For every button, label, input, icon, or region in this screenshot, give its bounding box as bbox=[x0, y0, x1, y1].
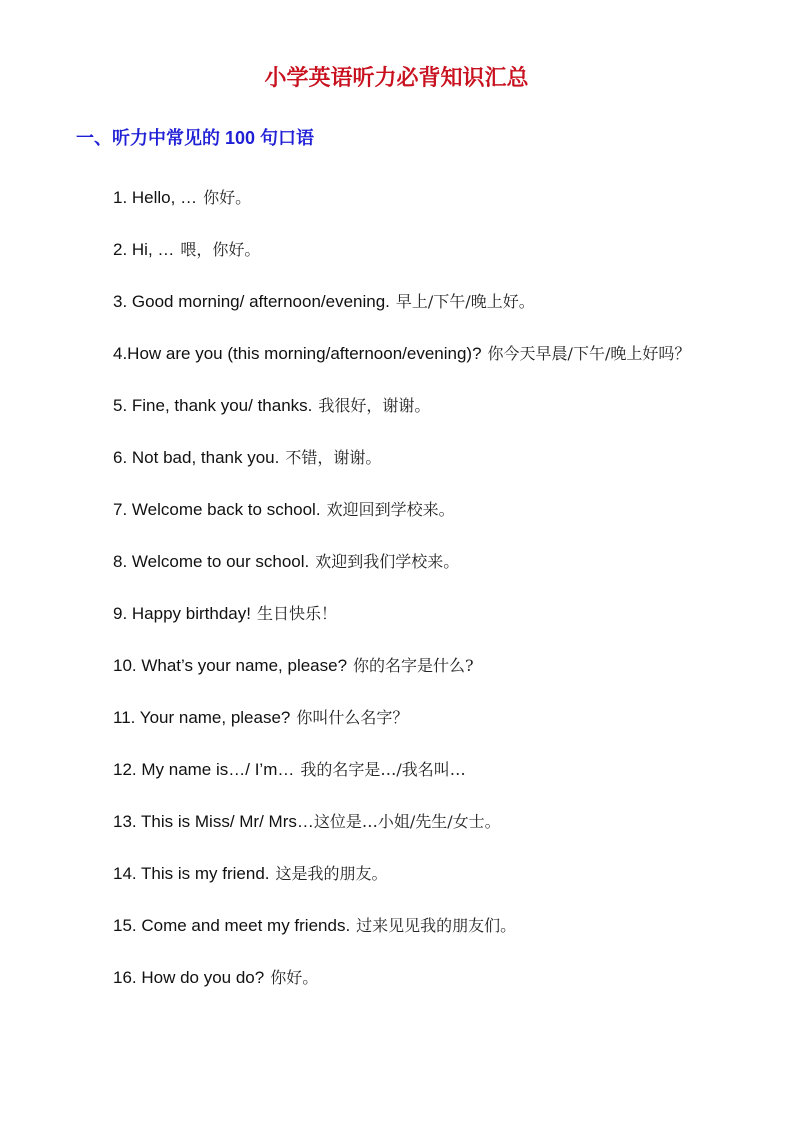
english-phrase: 12. My name is…/ I’m… bbox=[113, 760, 295, 779]
list-item bbox=[76, 177, 722, 219]
list-item bbox=[76, 541, 722, 583]
english-phrase: 11. Your name, please? bbox=[113, 708, 291, 727]
english-phrase: 10. What’s your name, please? bbox=[113, 656, 348, 675]
list-item bbox=[76, 905, 722, 947]
list-item bbox=[76, 853, 722, 895]
list-item bbox=[76, 229, 722, 271]
list-item bbox=[76, 489, 722, 531]
english-phrase: 5. Fine, thank you/ thanks. bbox=[113, 396, 313, 415]
english-phrase: 16. How do you do? bbox=[113, 968, 265, 987]
chinese-translation: 你叫什么名字？ bbox=[296, 708, 409, 727]
list-item bbox=[76, 333, 722, 375]
document-title: 小学英语听力必背知识汇总 bbox=[264, 65, 529, 91]
english-phrase: 3. Good morning/ afternoon/evening. bbox=[113, 292, 390, 311]
chinese-translation: 我的名字是…/我名叫… bbox=[300, 760, 466, 779]
english-phrase: 13. This is Miss/ Mr/ Mrs… bbox=[113, 812, 314, 831]
chinese-translation: 你好。 bbox=[270, 968, 319, 987]
list-item bbox=[76, 593, 722, 635]
chinese-translation: 生日快乐！ bbox=[256, 604, 337, 623]
chinese-translation: 你的名字是什么? bbox=[353, 656, 474, 675]
english-phrase: 15. Come and meet my friends. bbox=[113, 916, 351, 935]
list-item bbox=[76, 437, 722, 479]
list-item bbox=[76, 957, 722, 999]
chinese-translation: 欢迎到我们学校来。 bbox=[315, 552, 460, 571]
list-item bbox=[76, 281, 722, 323]
english-phrase: 6. Not bad, thank you. bbox=[113, 448, 280, 467]
list-item bbox=[76, 645, 722, 687]
english-phrase: 14. This is my friend. bbox=[113, 864, 270, 883]
english-phrase: 7. Welcome back to school. bbox=[113, 500, 321, 519]
chinese-translation: 这位是…小姐/先生/女士。 bbox=[313, 812, 501, 831]
english-phrase: 4.How are you (this morning/afternoon/evening)? bbox=[113, 344, 482, 363]
section-heading: 一、听力中常见的 100 句口语 bbox=[76, 128, 315, 148]
list-item bbox=[76, 697, 722, 739]
list-item bbox=[76, 801, 722, 843]
chinese-translation: 你好。 bbox=[203, 188, 252, 207]
chinese-translation: 我很好，谢谢。 bbox=[318, 396, 431, 415]
chinese-translation: 喂，你好。 bbox=[180, 240, 261, 259]
english-phrase: 1. Hello, … bbox=[113, 188, 198, 207]
english-phrase: 9. Happy birthday! bbox=[113, 604, 251, 623]
english-phrase: 2. Hi, … bbox=[113, 240, 175, 259]
chinese-translation: 不错，谢谢。 bbox=[285, 448, 382, 467]
chinese-translation: 欢迎回到学校来。 bbox=[326, 500, 455, 519]
list-item bbox=[76, 749, 722, 791]
chinese-translation: 过来见见我的朋友们。 bbox=[356, 916, 517, 935]
chinese-translation: 这是我的朋友。 bbox=[275, 864, 388, 883]
english-phrase: 8. Welcome to our school. bbox=[113, 552, 310, 571]
phrase-list bbox=[76, 177, 722, 1009]
chinese-translation: 早上/下午/晚上好。 bbox=[395, 292, 535, 311]
list-item bbox=[76, 385, 722, 427]
chinese-translation: 你今天早晨/下午/晚上好吗？ bbox=[487, 344, 691, 363]
